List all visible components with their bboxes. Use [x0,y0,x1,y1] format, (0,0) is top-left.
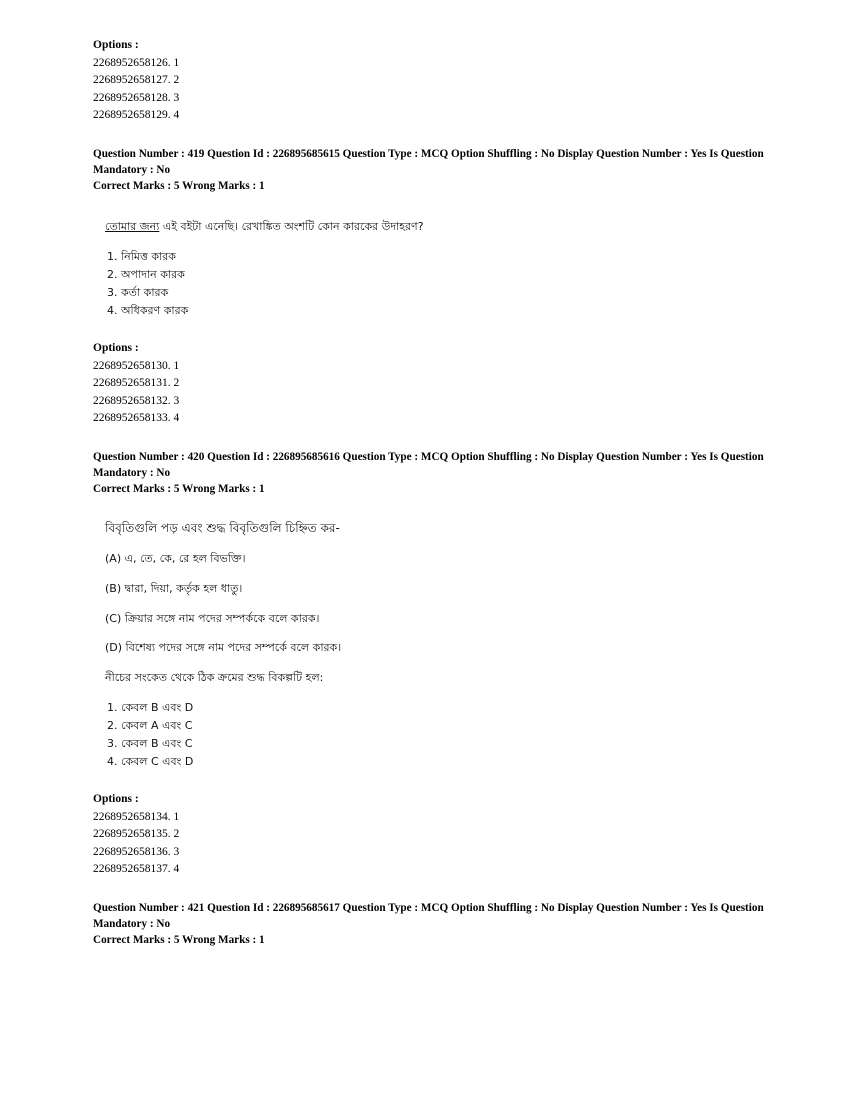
options-block-418 [93,37,179,125]
option-code: 2268952658135. 2 [93,828,180,841]
question-meta-420 [93,449,773,498]
question-meta-line: Question Number : 419 Question Id : 226895685615 Question Type : MCQ Option Shuffling : No Display Question Number : Yes Is Question Mandatory : No [93,148,764,177]
marks-line: Correct Marks : 5 Wrong Marks : 1 [93,934,265,947]
statement-a: (A) এ, তে, কে, রে হল বিভক্তি। [105,552,246,565]
option-code: 2268952658126. 1 [93,56,180,69]
option-code: 2268952658131. 2 [93,377,180,390]
marks-line: Correct Marks : 5 Wrong Marks : 1 [93,180,265,193]
marks-line: Correct Marks : 5 Wrong Marks : 1 [93,483,265,496]
answer-choice: 2. অপাদান কারক [107,268,185,281]
answer-choice: 1. নিমিত্ত কারক [107,250,176,263]
answer-choice: 3. কেবল B এবং C [107,737,193,750]
options-block-419 [93,340,179,428]
options-heading: Options : [93,342,139,354]
option-code: 2268952658129. 4 [93,109,180,122]
options-heading: Options : [93,39,139,51]
question-stem-420: বিবৃতিগুলি পড় এবং শুদ্ধ বিবৃতিগুলি চিহ্নিত কর- [105,521,340,535]
question-stem-419 [105,218,424,237]
question-meta-line: Question Number : 420 Question Id : 226895685616 Question Type : MCQ Option Shuffling : No Display Question Number : Yes Is Question Mandatory : No [93,451,764,480]
answer-choice: 2. কেবল A এবং C [107,719,193,732]
underlined-phrase: তোমার জন্য [105,220,160,233]
option-code: 2268952658137. 4 [93,863,180,876]
option-code: 2268952658130. 1 [93,359,180,372]
question-meta-line: Question Number : 421 Question Id : 226895685617 Question Type : MCQ Option Shuffling : No Display Question Number : Yes Is Question Mandatory : No [93,902,764,931]
statement-b: (B) দ্বারা, দিয়া, কর্তৃক হল ধাতু। [105,582,243,595]
stem-text: এই বইটা এনেছি। রেখাঙ্কিত অংশটি কোন কারকের উদাহরণ? [162,220,424,233]
answer-choice: 4. কেবল C এবং D [107,755,194,768]
question-meta-419 [93,146,773,195]
answer-choice: 1. কেবল B এবং D [107,701,194,714]
instruction-text: নীচের সংকেত থেকে ঠিক ক্রমের শুদ্ধ বিকল্পটি হল: [105,671,324,684]
question-meta-421 [93,900,773,949]
options-block-420 [93,791,179,879]
statement-d: (D) বিশেষ্য পদের সঙ্গে নাম পদের সম্পর্কে বলে কারক। [105,641,342,654]
option-code: 2268952658127. 2 [93,74,180,87]
option-code: 2268952658133. 4 [93,412,180,425]
answer-choice: 3. কর্তা কারক [107,286,169,299]
answer-choice: 4. অধিকরণ কারক [107,304,189,317]
option-code: 2268952658132. 3 [93,394,180,407]
option-code: 2268952658136. 3 [93,845,180,858]
statement-c: (C) ক্রিয়ার সঙ্গে নাম পদের সম্পর্ককে বলে কারক। [105,612,320,625]
option-code: 2268952658134. 1 [93,810,180,823]
options-heading: Options : [93,793,139,805]
option-code: 2268952658128. 3 [93,91,180,104]
